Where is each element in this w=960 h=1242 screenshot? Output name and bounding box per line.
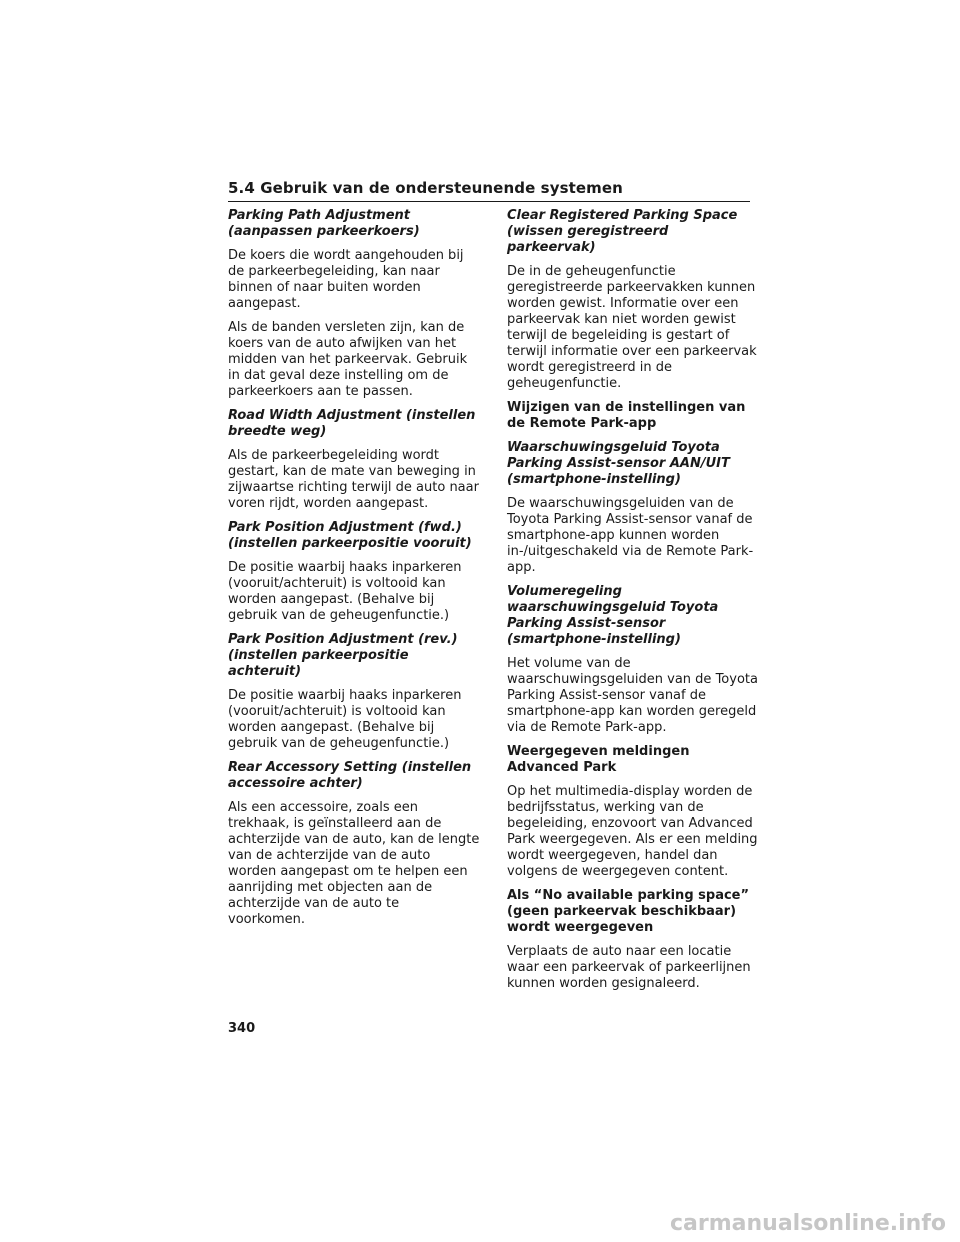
right-column	[507, 208, 759, 1000]
subheading: Parking Path Adjustment (aanpassen parkeerkoers)	[228, 208, 420, 239]
heading: Weergegeven meldingen Advanced Park	[507, 744, 690, 775]
body-paragraph: De in de geheugenfunctie geregistreerde parkeervakken kunnen worden gewist. Informatie over een parkeervak kan niet worden gewist terwijl de begeleiding is gestart of terwijl informatie over een parkeervak wordt geregistreerd in de geheugenfunctie.	[507, 264, 757, 391]
left-column	[228, 208, 480, 936]
body-paragraph: Verplaats de auto naar een locatie waar een parkeervak of parkeerlijnen kunnen worden gesignaleerd.	[507, 944, 751, 991]
subheading: Road Width Adjustment (instellen breedte weg)	[228, 408, 476, 439]
body-paragraph: De positie waarbij haaks inparkeren (vooruit/achteruit) is voltooid kan worden aangepast. (Behalve bij gebruik van de geheugenfunctie.)	[228, 560, 462, 623]
page-number: 340	[228, 1021, 256, 1036]
body-paragraph: De positie waarbij haaks inparkeren (vooruit/achteruit) is voltooid kan worden aangepast. (Behalve bij gebruik van de geheugenfunctie.)	[228, 688, 462, 751]
subheading: Volumeregeling waarschuwingsgeluid Toyota Parking Assist-sensor (smartphone-instelling)	[507, 584, 719, 647]
section-title: 5.4 Gebruik van de ondersteunende systemen	[228, 179, 623, 197]
heading: Als “No available parking space” (geen parkeervak beschikbaar) wordt weergegeven	[507, 888, 750, 935]
body-paragraph: Op het multimedia-display worden de bedrijfsstatus, werking van de begeleiding, enzovoort van Advanced Park weergegeven. Als er een melding wordt weergegeven, handel dan volgens de weergegeven content.	[507, 784, 758, 879]
subheading: Park Position Adjustment (rev.) (instellen parkeerpositie achteruit)	[228, 632, 458, 679]
body-paragraph: De waarschuwingsgeluiden van de Toyota Parking Assist-sensor vanaf de smartphone-app kunnen worden in-/uitgeschakeld via de Remote Park-app.	[507, 496, 754, 575]
subheading: Rear Accessory Setting (instellen accessoire achter)	[228, 760, 472, 791]
body-paragraph: Als een accessoire, zoals een trekhaak, is geïnstalleerd aan de achterzijde van de auto, kan de lengte van de achterzijde van de auto worden aangepast om te helpen een aanrijding met objecten aan de achterzijde van de auto te voorkomen.	[228, 800, 480, 927]
body-paragraph: Als de banden versleten zijn, kan de koers van de auto afwijken van het midden van het parkeervak. Gebruik in dat geval deze instelling om de parkeerkoers aan te passen.	[228, 320, 468, 399]
subheading: Clear Registered Parking Space (wissen geregistreerd parkeervak)	[507, 208, 738, 255]
body-paragraph: Als de parkeerbegeleiding wordt gestart, kan de mate van beweging in zijwaartse richting terwijl de auto naar voren rijdt, worden aangepast.	[228, 448, 479, 511]
body-paragraph: De koers die wordt aangehouden bij de parkeerbegeleiding, kan naar binnen of naar buiten worden aangepast.	[228, 248, 464, 311]
subheading: Park Position Adjustment (fwd.) (instellen parkeerpositie vooruit)	[228, 520, 472, 551]
watermark: carmanualsonline.info	[670, 1211, 946, 1236]
body-paragraph: Het volume van de waarschuwingsgeluiden van de Toyota Parking Assist-sensor vanaf de smartphone-app kan worden geregeld via de Remote Park-app.	[507, 656, 758, 735]
section-header	[228, 178, 750, 202]
subheading: Waarschuwingsgeluid Toyota Parking Assist-sensor AAN/UIT (smartphone-instelling)	[507, 440, 730, 487]
heading: Wijzigen van de instellingen van de Remote Park-app	[507, 400, 746, 431]
